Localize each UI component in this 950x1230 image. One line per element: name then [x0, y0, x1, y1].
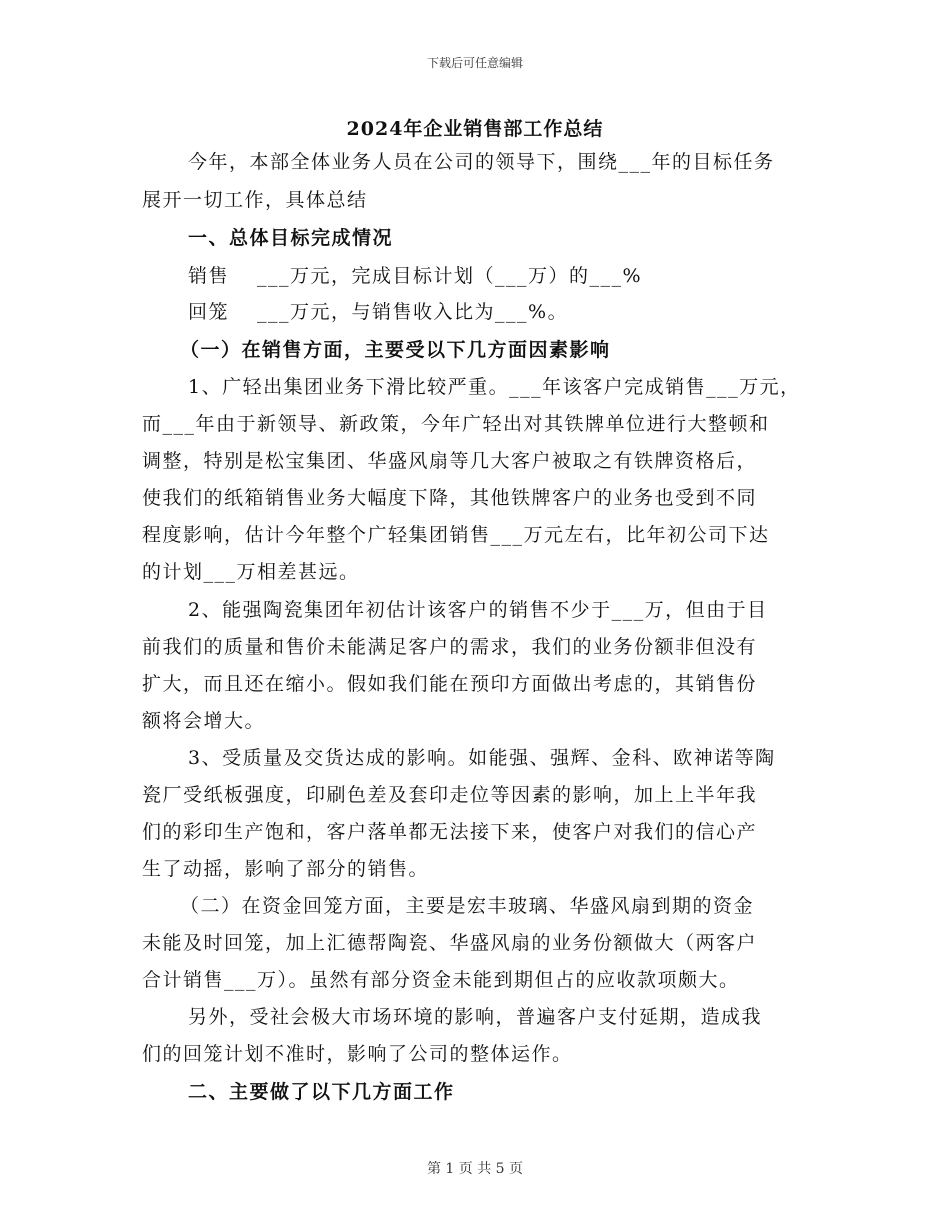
paragraph-line: 调整，特别是松宝集团、华盛风扇等几大客户被取之有铁牌资格后，	[142, 450, 758, 472]
section-heading-1: 一、总体目标完成情况	[188, 227, 394, 249]
paragraph-line: 瓷厂受纸板强度，印刷色差及套印走位等因素的影响，加上上半年我	[142, 784, 758, 806]
paragraph-line: 们的回笼计划不准时，影响了公司的整体运作。	[142, 1043, 573, 1065]
intro-line-2: 展开一切工作，具体总结	[142, 189, 368, 211]
paragraph-line: 生了动摇，影响了部分的销售。	[142, 858, 430, 880]
paragraph-line: 程度影响，估计今年整个广轻集团销售___万元左右，比年初公司下达	[142, 524, 770, 546]
sales-line: 销售 ___万元，完成目标计划（___万）的___%	[188, 265, 643, 287]
paragraph-line: 3、受质量及交货达成的影响。如能强、强辉、金科、欧神诺等陶	[188, 747, 776, 769]
subsection-paragraph-line: （二）在资金回笼方面，主要是宏丰玻璃、华盛风扇到期的资金	[180, 895, 755, 917]
paragraph-line: 而___年由于新领导、新政策，今年广轻出对其铁牌单位进行大整顿和	[142, 413, 770, 435]
subsection-heading-1: （一）在销售方面，主要受以下几方面因素影响	[180, 339, 611, 361]
collection-line: 回笼 ___万元，与销售收入比为___%。	[188, 301, 569, 323]
paragraph-line: 另外，受社会极大市场环境的影响，普遍客户支付延期，造成我	[188, 1006, 763, 1028]
paragraph-line: 扩大，而且还在缩小。假如我们能在预印方面做出考虑的，其销售份	[142, 673, 758, 695]
paragraph-line: 未能及时回笼，加上汇德帮陶瓷、华盛风扇的业务份额做大（两客户	[142, 932, 758, 954]
paragraph-line: 1、广轻出集团业务下滑比较严重。___年该客户完成销售___万元，	[188, 376, 801, 398]
section-heading-2: 二、主要做了以下几方面工作	[188, 1081, 455, 1103]
document-title: 2024年企业销售部工作总结	[346, 118, 604, 140]
intro-line-1: 今年，本部全体业务人员在公司的领导下，围绕___年的目标任务	[188, 151, 775, 173]
paragraph-line: 使我们的纸箱销售业务大幅度下降，其他铁牌客户的业务也受到不同	[142, 487, 758, 509]
paragraph-line: 前我们的质量和售价未能满足客户的需求，我们的业务份额非但没有	[142, 636, 758, 658]
page-number: 第 1 页 共 5 页	[426, 1161, 524, 1177]
paragraph-line: 2、能强陶瓷集团年初估计该客户的销售不少于___万，但由于目	[188, 599, 768, 621]
header-note: 下载后可任意编辑	[426, 56, 523, 70]
paragraph-line: 合计销售___万）。虽然有部分资金未能到期但占的应收款项颇大。	[142, 969, 740, 991]
paragraph-line: 额将会增大。	[142, 710, 266, 732]
paragraph-line: 的计划___万相差甚远。	[142, 561, 360, 583]
paragraph-line: 们的彩印生产饱和，客户落单都无法接下来，使客户对我们的信心产	[142, 821, 758, 843]
